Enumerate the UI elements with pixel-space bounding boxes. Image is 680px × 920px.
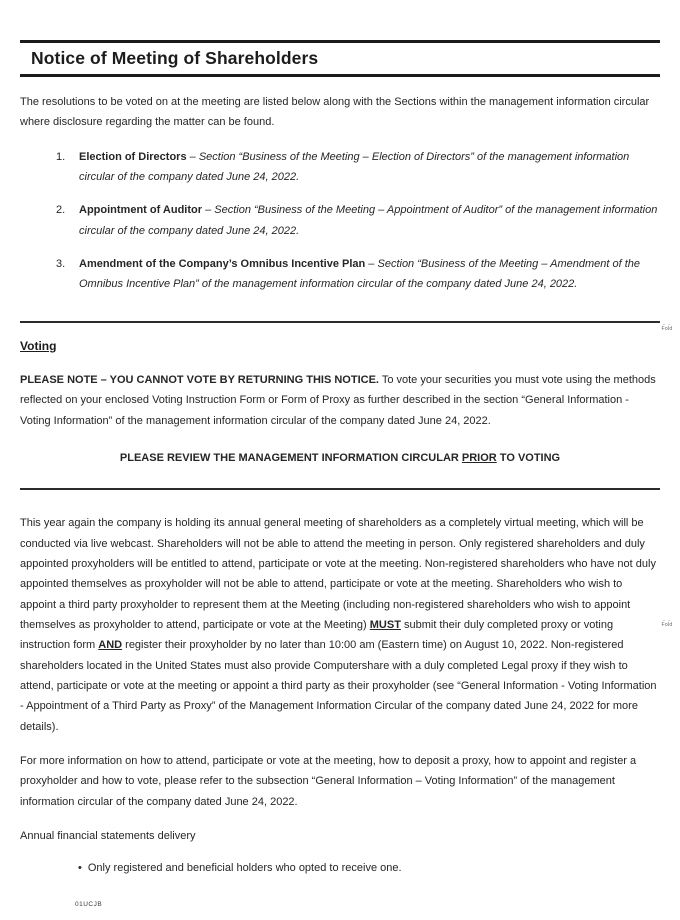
voting-section-divider bbox=[20, 321, 660, 323]
fold-dashes: – – bbox=[662, 617, 672, 622]
bullet-dot: • bbox=[78, 862, 82, 875]
review-text-pre: PLEASE REVIEW THE MANAGEMENT INFORMATION CIRCULAR bbox=[119, 451, 462, 464]
voting-note-warning: PLEASE NOTE – YOU CANNOT VOTE BY RETURNING THIS NOTICE. bbox=[20, 373, 379, 386]
voting-note-paragraph bbox=[20, 370, 660, 431]
list-item-appointment-of-auditor bbox=[20, 200, 660, 241]
meeting-text-and: AND bbox=[98, 639, 123, 652]
virtual-meeting-paragraph bbox=[20, 513, 660, 737]
resolution-title: Election of Directors bbox=[79, 150, 187, 163]
fold-marker-bottom bbox=[658, 618, 676, 628]
review-text-prior: PRIOR bbox=[461, 451, 497, 464]
form-code: 01UCJB bbox=[75, 900, 103, 908]
list-item-election-of-directors bbox=[20, 147, 660, 188]
resolutions-list bbox=[20, 147, 660, 295]
fold-marker-top bbox=[658, 322, 676, 332]
meeting-text-pre: This year again the company is holding its annual general meeting of shareholders as a completely virtual meeting, which will be conducted via live webcast. Shareholders will not be able to attend the meeting in person. Only registered shareholders and duly appointed proxyholders will be entitled to attend, participate or vote at the meeting. Non-registered shareholders who have not duly appointed themselves as proxyholder will not be able to attend, participate or vote at the meeting. Shareholders who wish to appoint a third party proxyholder to represent them at the Meeting (including non-registered shareholders who wish to appoint themselves as proxyholder to attend, participate or vote at the Meeting) bbox=[20, 517, 656, 632]
annual-statements-bullet bbox=[78, 858, 660, 878]
meeting-text-post: register their proxyholder by no later than 10:00 am (Eastern time) on August 10, 2022. Non-registered shareholders located in the United States must also provide Computershare with a duly completed Legal proxy if they wish to attend, participate or vote at the meeting or appoint a third party as their proxyholder (see “General Information - Voting Information - Appointment of a Third Party as Proxy” of the Management Information Circular of the company dated June 24, 2022 for more details). bbox=[20, 639, 657, 733]
meeting-text-mid: submit their duly completed proxy or voting instruction form bbox=[20, 619, 614, 652]
meeting-text-must: MUST bbox=[369, 619, 401, 632]
list-item-omnibus-incentive-plan bbox=[20, 254, 660, 295]
fold-label: Fold bbox=[661, 325, 673, 332]
more-information-paragraph: For more information on how to attend, participate or vote at the meeting, how to deposit a proxy, how to appoint and register a proxyholder and how to vote, please refer to the subsection “General Information – Voting Information” of the management information circular of the company dated June 24, 2022. bbox=[20, 755, 637, 808]
annual-statements-heading: Annual financial statements delivery bbox=[20, 830, 196, 843]
list-number: 2. bbox=[56, 204, 66, 217]
list-number: 3. bbox=[56, 258, 66, 271]
dash-separator: – bbox=[202, 204, 215, 217]
voting-section-heading: Voting bbox=[20, 338, 57, 353]
page-title: Notice of Meeting of Shareholders bbox=[31, 48, 319, 68]
resolution-title: Amendment of the Company’s Omnibus Incentive Plan bbox=[79, 258, 366, 271]
fold-label: Fold bbox=[661, 621, 673, 628]
dash-separator: – bbox=[365, 258, 378, 271]
review-text-post: TO VOTING bbox=[496, 451, 561, 464]
list-item-text bbox=[79, 254, 660, 295]
resolution-description: Section “Business of the Meeting – Appointment of Auditor” of the management information circular of the company dated June 24, 2022. bbox=[79, 204, 658, 237]
bullet-text: Only registered and beneficial holders who opted to receive one. bbox=[87, 862, 402, 875]
resolution-description: Section “Business of the Meeting – Election of Directors” of the management information circular of the company dated June 24, 2022. bbox=[79, 150, 630, 184]
meeting-section-divider bbox=[20, 488, 660, 490]
list-item-text bbox=[79, 147, 660, 188]
list-item-text bbox=[79, 200, 660, 241]
intro-paragraph: The resolutions to be voted on at the meeting are listed below along with the Sections within the management information circular where disclosure regarding the matter can be found. bbox=[20, 96, 650, 129]
resolution-description: Section “Business of the Meeting – Amendment of the Omnibus Incentive Plan” of the management information circular of the company dated June 24, 2022. bbox=[79, 258, 641, 291]
review-circular-line bbox=[20, 448, 660, 468]
dash-separator: – bbox=[186, 150, 199, 163]
resolution-title: Appointment of Auditor bbox=[79, 204, 203, 217]
list-number: 1. bbox=[56, 150, 66, 163]
notice-document bbox=[0, 40, 680, 879]
voting-note-body: To vote your securities you must vote using the methods reflected on your enclosed Voting Instruction Form or Form of Proxy as further described in the section “General Information - Voting Information” of the management information circular of the company dated June 24, 2022. bbox=[20, 373, 656, 427]
header-bottom-rule bbox=[20, 74, 660, 77]
fold-dashes: – – bbox=[662, 321, 672, 326]
